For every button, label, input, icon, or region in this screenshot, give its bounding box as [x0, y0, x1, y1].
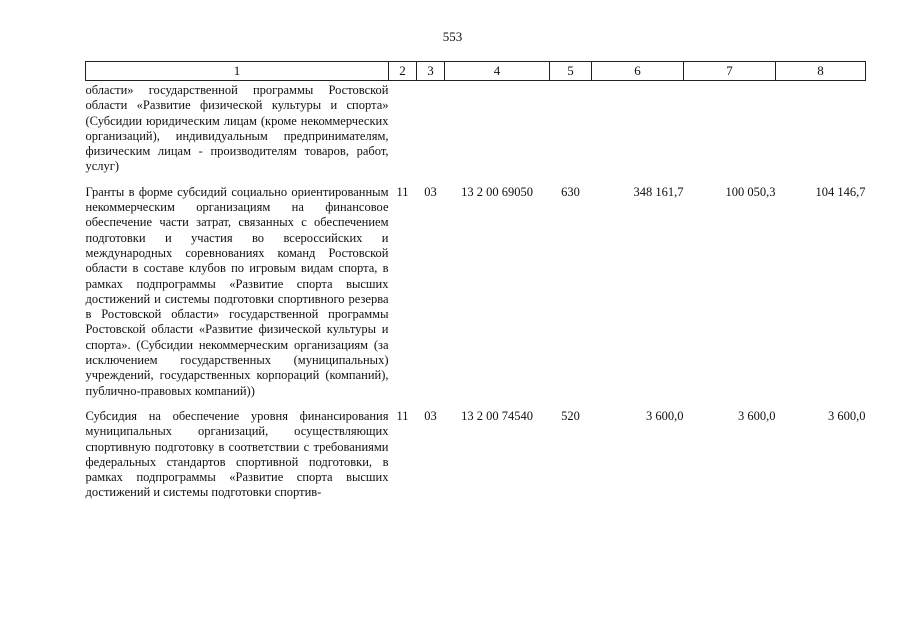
row-subsection: 03: [424, 184, 437, 199]
column-header: 6: [592, 62, 684, 81]
column-header: 5: [550, 62, 592, 81]
table-row: [86, 175, 866, 399]
row-target-article: 13 2 00 69050: [461, 184, 533, 199]
row-value-7: 3 600,0: [738, 408, 776, 423]
column-header: 8: [776, 62, 866, 81]
table-header-row: [86, 62, 866, 81]
column-header: 3: [417, 62, 445, 81]
row-value-6: [592, 81, 684, 175]
row-value-8: 104 146,7: [815, 184, 866, 199]
row-expense-type: [550, 81, 592, 175]
row-subsection: [417, 81, 445, 175]
row-section: [389, 81, 417, 175]
column-header: 1: [86, 62, 389, 81]
row-value-8: [776, 81, 866, 175]
row-value-8: 3 600,0: [828, 408, 866, 423]
row-target-article: 13 2 00 74540: [461, 408, 533, 423]
row-description: области» государственной программы Ростовской области «Развитие физической культуры и спорта» (Субсидии юридическим лицам (кроме некоммерческих организаций), индивидуальным предпринимателям, физическим лицам - производителям товаров, работ, услуг): [85, 83, 389, 174]
row-value-6: 348 161,7: [633, 184, 684, 199]
page-number: 553: [442, 29, 463, 44]
budget-table: [85, 61, 866, 501]
row-value-7: 100 050,3: [725, 184, 776, 199]
table-row: [86, 399, 866, 501]
row-target-article: [445, 81, 550, 175]
row-description: Гранты в форме субсидий социально ориентированным некоммерческим организациям на финансовое обеспечение части затрат, связанных с обеспечением подготовки и участия во всероссийских и международных соревнованиях команд Ростовской области в составе клубов по игровым видам спорта, в рамках подпрограммы «Развитие спорта высших достижений и системы подготовки спортивного резерва в Ростовской области» государственной программы Ростовской области «Развитие физической культуры и спорта». (Субсидии некоммерческим организациям (за исключением государственных (муниципальных) учреждений, государственных корпораций (компаний), публично-правовых компаний)): [85, 184, 389, 398]
row-description: Субсидия на обеспечение уровня финансирования муниципальных организаций, осуществляющих спортивную подготовку в соответствии с требованиями федеральных стандартов спортивной подготовки, в рамках подпрограммы «Развитие спорта высших достижений и системы подготовки спортив-: [85, 408, 389, 500]
column-header: 2: [389, 62, 417, 81]
table-row: [86, 81, 866, 175]
row-value-7: [684, 81, 776, 175]
row-section: 11: [396, 408, 409, 423]
row-value-6: 3 600,0: [646, 408, 684, 423]
row-subsection: 03: [424, 408, 437, 423]
row-expense-type: 630: [561, 184, 580, 199]
row-section: 11: [396, 184, 409, 199]
column-header: 7: [684, 62, 776, 81]
row-expense-type: 520: [561, 408, 580, 423]
column-header: 4: [445, 62, 550, 81]
